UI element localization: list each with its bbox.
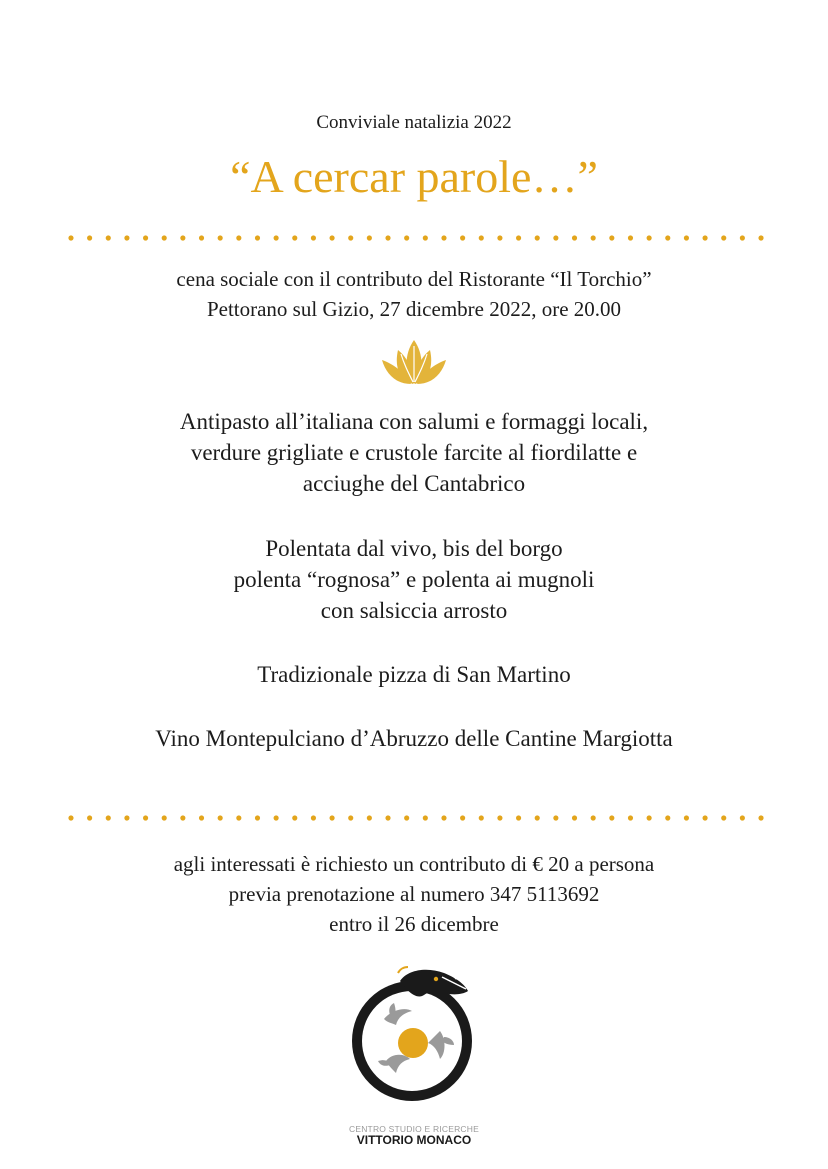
divider-dot xyxy=(87,235,92,240)
divider-dot xyxy=(218,235,223,240)
divider-dot xyxy=(255,815,260,820)
event-venue: cena sociale con il contributo del Ristorante “Il Torchio” xyxy=(176,267,652,291)
divider-dot xyxy=(758,235,763,240)
divider-dot xyxy=(274,815,279,820)
divider-dot xyxy=(385,815,390,820)
divider-dot xyxy=(553,235,558,240)
divider-dot xyxy=(460,815,465,820)
divider-dot xyxy=(329,815,334,820)
divider-dot xyxy=(591,235,596,240)
divider-dot xyxy=(143,815,148,820)
divider-dot xyxy=(236,235,241,240)
divider-dot xyxy=(423,815,428,820)
divider-dot xyxy=(535,815,540,820)
divider-dot xyxy=(758,815,763,820)
divider-dot xyxy=(441,815,446,820)
menu-course-antipasto xyxy=(0,406,828,499)
divider-dot xyxy=(180,235,185,240)
organization-subtitle: CENTRO STUDIO E RICERCHE xyxy=(349,1124,479,1134)
organization-name: VITTORIO MONACO xyxy=(356,1133,472,1147)
divider-dot xyxy=(162,815,167,820)
divider-dot xyxy=(516,815,521,820)
divider-dot xyxy=(479,815,484,820)
divider-dot xyxy=(423,235,428,240)
ouroboros-logo xyxy=(340,965,490,1105)
divider-dot xyxy=(721,815,726,820)
divider-dot xyxy=(124,235,129,240)
divider-dot xyxy=(572,235,577,240)
divider-dot xyxy=(460,235,465,240)
divider-dot xyxy=(628,235,633,240)
event-date: Pettorano sul Gizio, 27 dicembre 2022, ore 20.00 xyxy=(206,297,622,321)
divider-dot xyxy=(236,815,241,820)
divider-dot xyxy=(684,235,689,240)
divider-dot xyxy=(87,815,92,820)
divider-dot xyxy=(609,235,614,240)
divider-dot xyxy=(143,235,148,240)
divider-dot xyxy=(647,815,652,820)
divider-dot xyxy=(68,235,73,240)
divider-dot xyxy=(68,815,73,820)
menu-course-polenta xyxy=(0,533,828,626)
reservation-phone: previa prenotazione al numero 347 5113692 xyxy=(228,882,600,906)
divider-dot xyxy=(199,235,204,240)
reservation-info xyxy=(0,849,828,939)
divider-dot xyxy=(665,815,670,820)
menu-wine xyxy=(0,723,828,754)
divider-dot xyxy=(292,235,297,240)
divider-dot xyxy=(348,235,353,240)
divider-dot xyxy=(441,235,446,240)
divider-dot xyxy=(124,815,129,820)
divider-dot xyxy=(255,235,260,240)
divider-dot xyxy=(162,235,167,240)
divider-dot xyxy=(647,235,652,240)
divider-dot xyxy=(553,815,558,820)
divider-dot xyxy=(721,235,726,240)
divider-dot xyxy=(329,235,334,240)
menu-line: Polentata dal vivo, bis del borgo xyxy=(265,536,563,561)
divider-dot xyxy=(535,235,540,240)
divider-dot xyxy=(628,815,633,820)
reservation-deadline: entro il 26 dicembre xyxy=(329,912,499,936)
event-details xyxy=(0,264,828,324)
menu-line: con salsiccia arrosto xyxy=(320,598,508,623)
divider-dot xyxy=(106,815,111,820)
divider-dot xyxy=(572,815,577,820)
divider-dot xyxy=(218,815,223,820)
divider-dot xyxy=(348,815,353,820)
divider-dot xyxy=(311,815,316,820)
menu-line: Vino Montepulciano d’Abruzzo delle Cantine Margiotta xyxy=(155,726,673,751)
divider-dot xyxy=(292,815,297,820)
divider-dot xyxy=(367,235,372,240)
divider-dot xyxy=(180,815,185,820)
divider-dot xyxy=(665,235,670,240)
divider-dot xyxy=(703,815,708,820)
divider-dot xyxy=(367,815,372,820)
divider-dot xyxy=(385,235,390,240)
menu-line: acciughe del Cantabrico xyxy=(302,471,526,496)
divider-dot xyxy=(311,235,316,240)
event-subtitle: Conviviale natalizia 2022 xyxy=(316,112,512,133)
divider-dot xyxy=(684,815,689,820)
menu-line: verdure grigliate e crustole farcite al fiordilatte e xyxy=(190,440,638,465)
divider-dot xyxy=(591,815,596,820)
lotus-icon xyxy=(380,338,448,386)
menu-line: Antipasto all’italiana con salumi e formaggi locali, xyxy=(179,409,649,434)
divider-dot xyxy=(703,235,708,240)
reservation-price: agli interessati è richiesto un contributo di € 20 a persona xyxy=(173,852,655,876)
dotted-divider-top xyxy=(68,234,764,242)
divider-dot xyxy=(106,235,111,240)
divider-dot xyxy=(497,815,502,820)
divider-dot xyxy=(199,815,204,820)
event-title: “A cercar parole…” xyxy=(230,151,598,202)
menu-course-pizza xyxy=(0,659,828,690)
divider-dot xyxy=(274,235,279,240)
menu-line: polenta “rognosa” e polenta ai mugnoli xyxy=(233,567,595,592)
divider-dot xyxy=(516,235,521,240)
divider-dot xyxy=(479,235,484,240)
divider-dot xyxy=(740,235,745,240)
dotted-divider-bottom xyxy=(68,814,764,822)
divider-dot xyxy=(404,815,409,820)
divider-dot xyxy=(497,235,502,240)
divider-dot xyxy=(404,235,409,240)
divider-dot xyxy=(609,815,614,820)
menu-line: Tradizionale pizza di San Martino xyxy=(257,662,571,687)
divider-dot xyxy=(740,815,745,820)
